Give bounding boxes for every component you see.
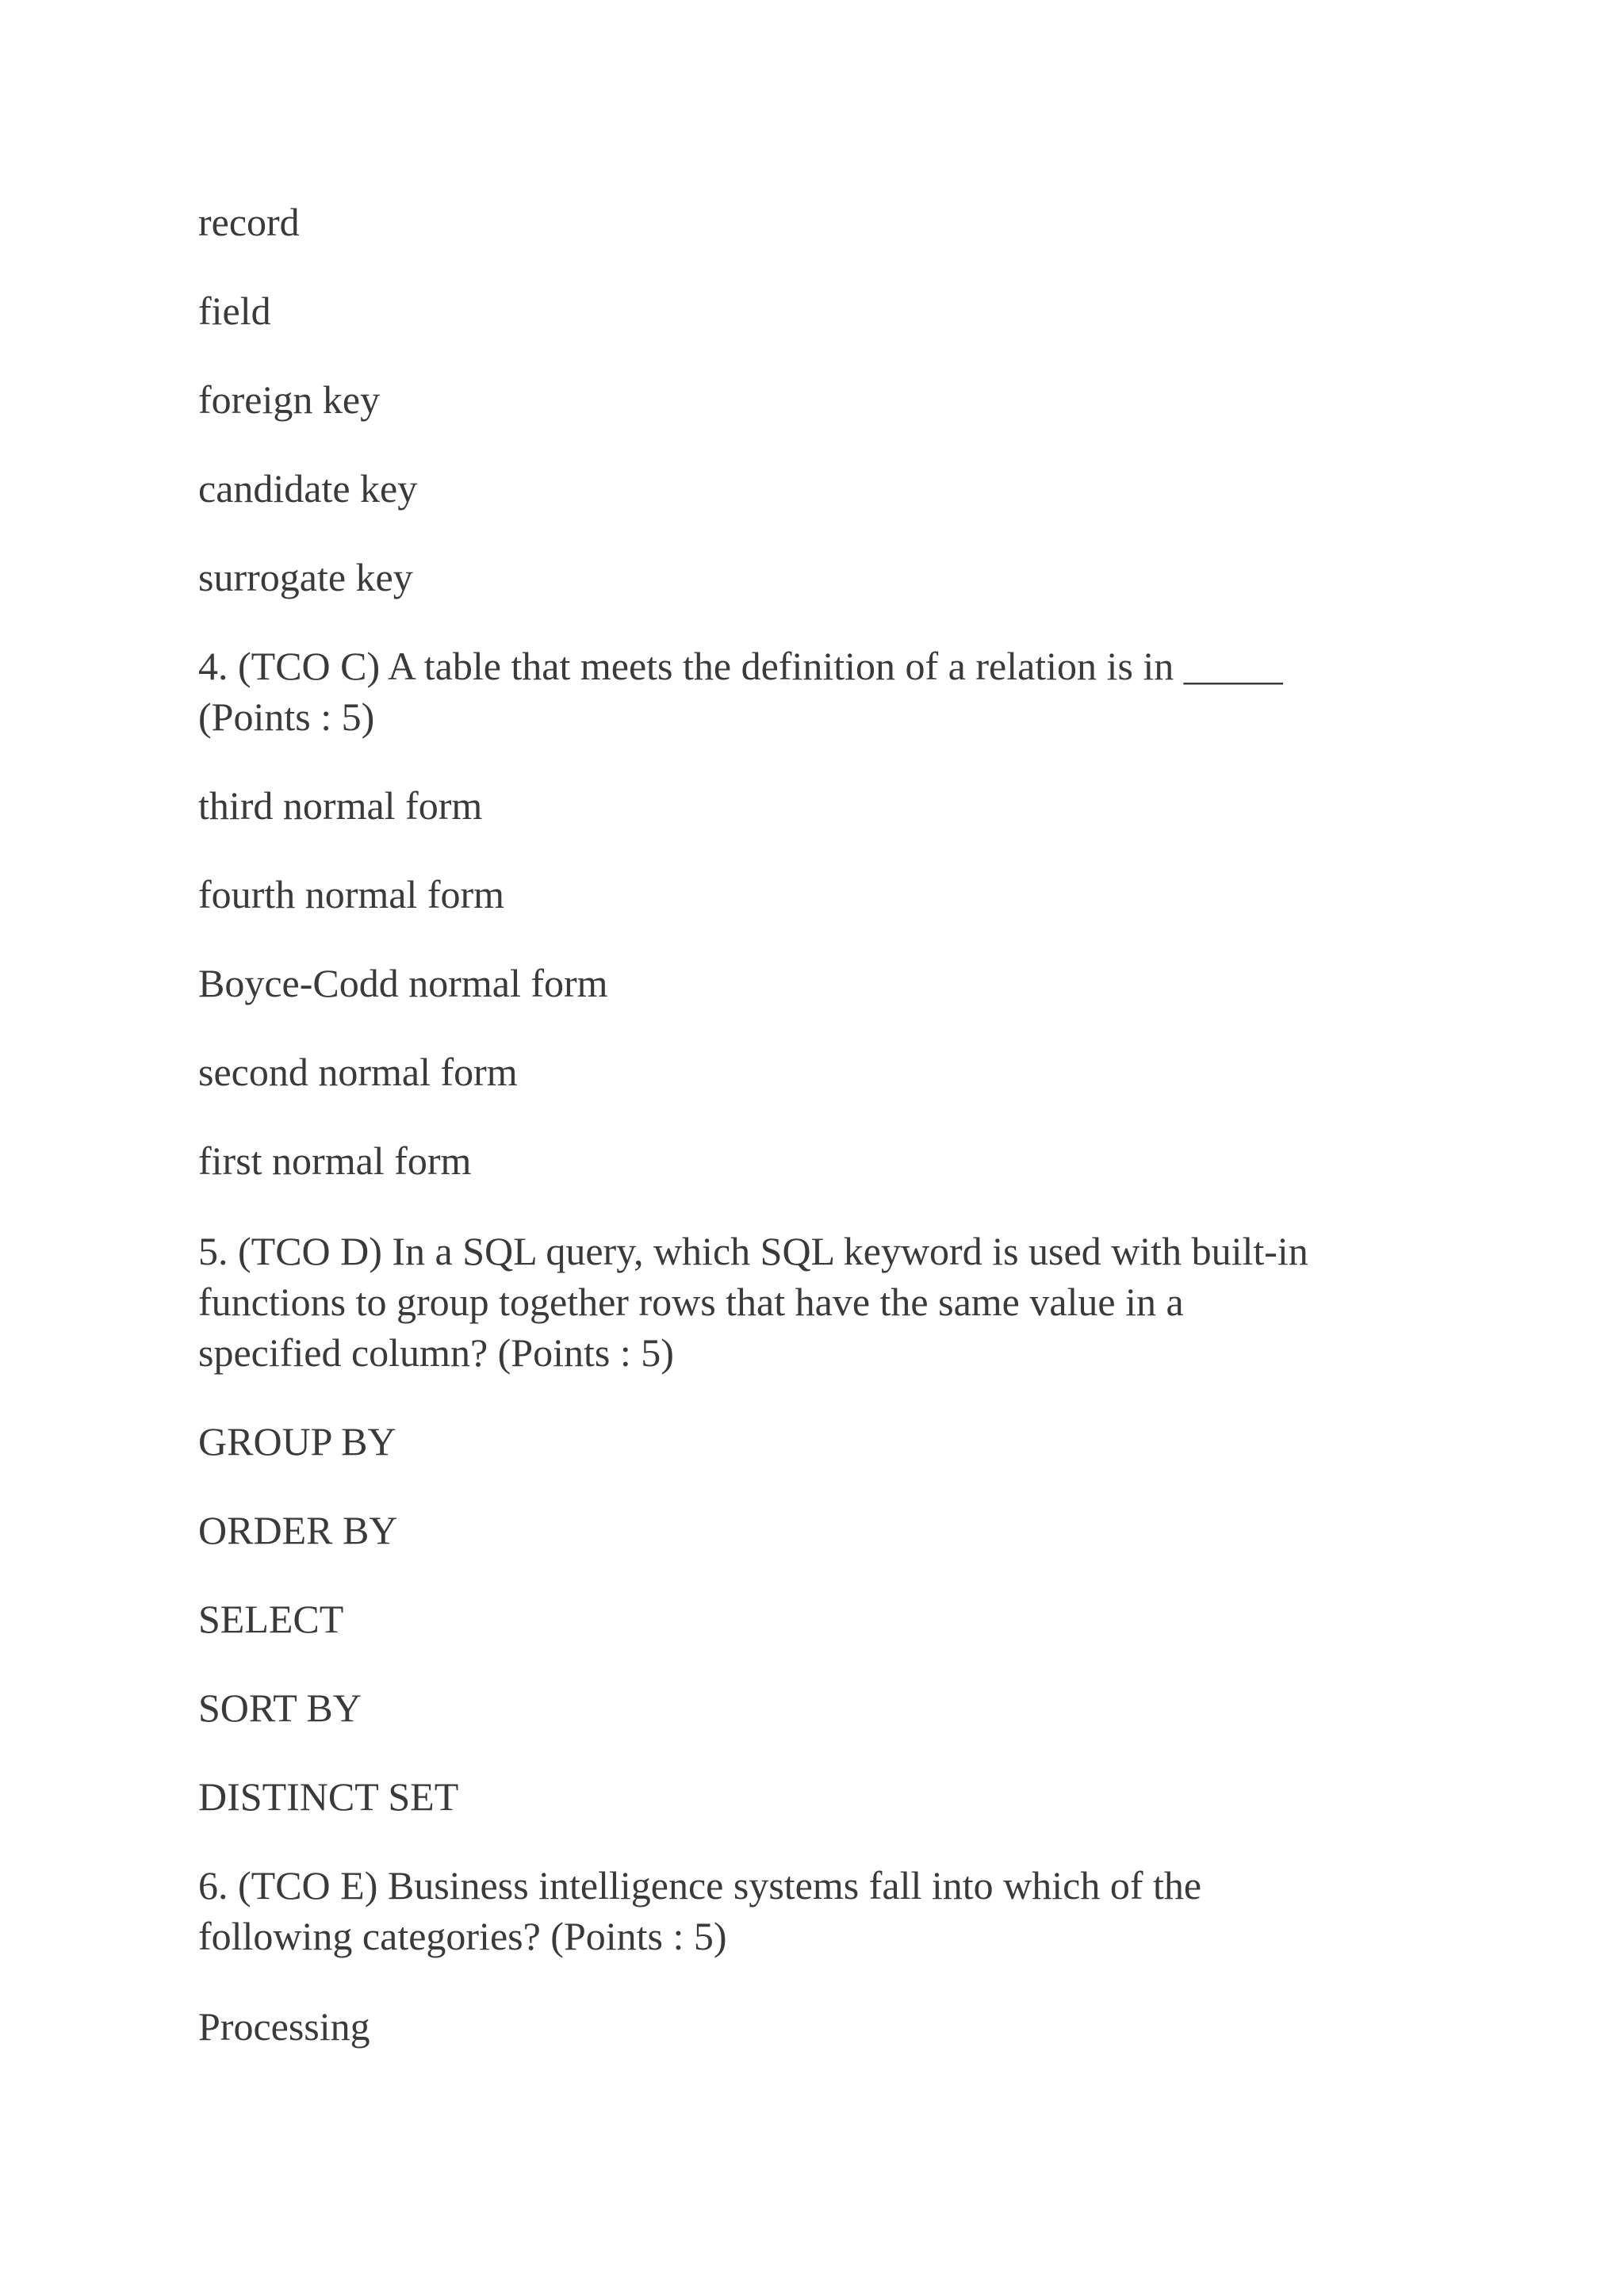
q5-option-sort-by: SORT BY (198, 1686, 362, 1730)
question-4-line-2: (Points : 5) (198, 695, 375, 739)
q5-option-distinct-set: DISTINCT SET (198, 1774, 459, 1819)
question-4-line-1: 4. (TCO C) A table that meets the definition of a relation is in _____ (198, 644, 1283, 688)
question-6-line-1: 6. (TCO E) Business intelligence systems fall into which of the (198, 1863, 1202, 1908)
question-4 (198, 641, 1483, 742)
question-5-line-3: specified column? (Points : 5) (198, 1330, 674, 1375)
q4-option-first-normal-form: first normal form (198, 1138, 472, 1183)
q5-option-order-by: ORDER BY (198, 1508, 398, 1552)
option-surrogate-key: surrogate key (198, 555, 413, 599)
q4-option-third-normal-form: third normal form (198, 783, 483, 828)
q4-option-fourth-normal-form: fourth normal form (198, 872, 505, 916)
q4-option-boyce-codd-normal-form: Boyce-Codd normal form (198, 961, 608, 1005)
q6-option-processing: Processing (198, 2004, 370, 2049)
option-field: field (198, 289, 271, 333)
question-6-line-2: following categories? (Points : 5) (198, 1914, 727, 1958)
question-6 (198, 1860, 1483, 1961)
option-candidate-key: candidate key (198, 466, 418, 511)
q5-option-select: SELECT (198, 1597, 344, 1641)
question-5 (198, 1226, 1483, 1378)
q5-option-group-by: GROUP BY (198, 1419, 396, 1464)
question-5-line-1: 5. (TCO D) In a SQL query, which SQL keyword is used with built-in (198, 1229, 1308, 1273)
option-record: record (198, 200, 300, 244)
question-5-line-2: functions to group together rows that have the same value in a (198, 1280, 1184, 1324)
q4-option-second-normal-form: second normal form (198, 1050, 518, 1094)
option-foreign-key: foreign key (198, 377, 381, 422)
